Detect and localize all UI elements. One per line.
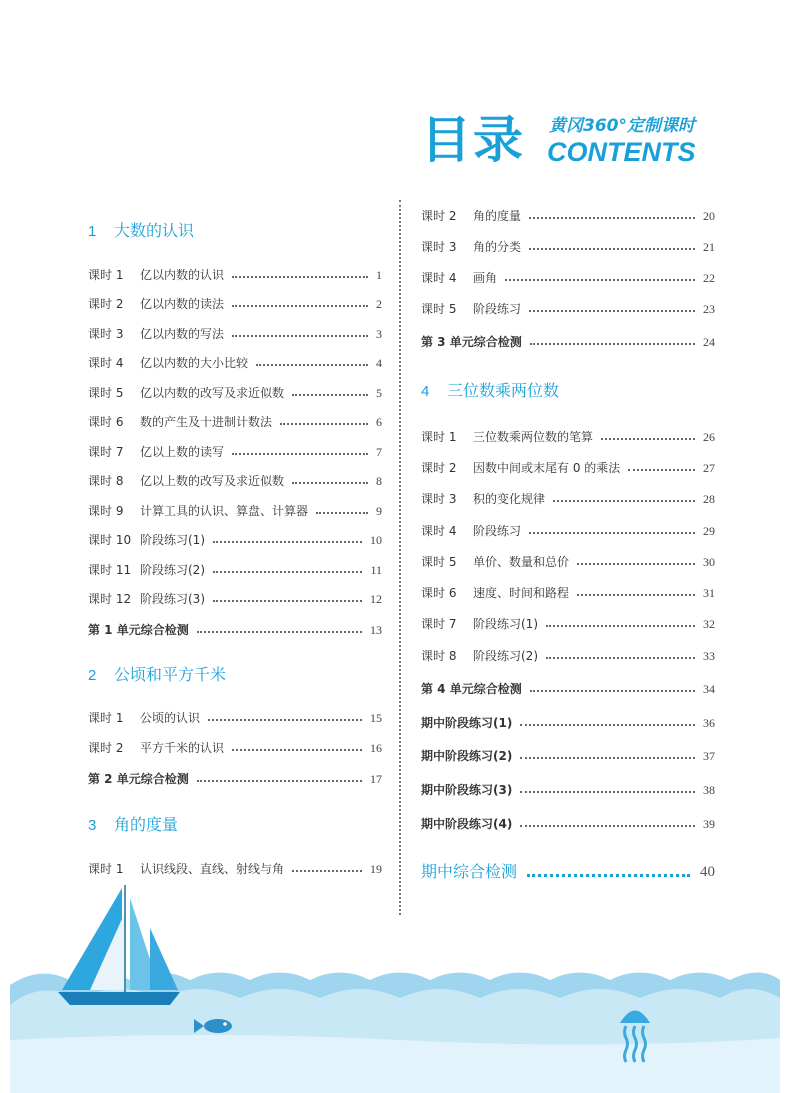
toc-entry[interactable]: 课时 2 平方千米的认识 16	[88, 741, 382, 755]
page-title: 目录	[421, 111, 525, 169]
toc-entry[interactable]: 课时 12 阶段练习(3) 12	[88, 592, 382, 606]
toc-entry[interactable]: 课时 8 亿以上数的改写及求近似数 8	[88, 474, 382, 488]
unit-heading-3[interactable]: 3 角的度量	[88, 815, 179, 834]
toc-entry[interactable]: 课时 6 速度、时间和路程 31	[421, 586, 715, 600]
toc-entry[interactable]: 课时 2 角的度量 20	[421, 209, 715, 223]
toc-entry[interactable]: 课时 10 阶段练习(1) 10	[88, 533, 382, 547]
toc-entry[interactable]: 课时 1 三位数乘两位数的笔算 26	[421, 430, 715, 444]
toc-entry[interactable]: 课时 3 角的分类 21	[421, 240, 715, 254]
sailboat-icon	[58, 885, 180, 1005]
toc-midterm-practice-entry[interactable]: 期中阶段练习(3) 38	[421, 783, 715, 797]
toc-entry[interactable]: 课时 9 计算工具的认识、算盘、计算器 9	[88, 504, 382, 518]
toc-entry[interactable]: 课时 1 认识线段、直线、射线与角 19	[88, 862, 382, 876]
sea-illustration	[0, 880, 800, 1093]
page-subtitle: 黄冈360°定制课时	[549, 116, 695, 136]
deep-water	[10, 1035, 780, 1093]
toc-entry[interactable]: 课时 3 亿以内数的写法 3	[88, 327, 382, 341]
toc-entry[interactable]: 课时 4 画角 22	[421, 271, 715, 285]
toc-midterm-practice-entry[interactable]: 期中阶段练习(1) 36	[421, 716, 715, 730]
toc-unit-test-entry[interactable]: 第 4 单元综合检测 34	[421, 682, 715, 696]
toc-entry[interactable]: 课时 3 积的变化规律 28	[421, 492, 715, 506]
toc-midterm-test-entry[interactable]: 期中综合检测 40	[421, 862, 715, 881]
unit-heading-2[interactable]: 2 公顷和平方千米	[88, 665, 227, 684]
toc-entry[interactable]: 课时 6 数的产生及十进制计数法 6	[88, 415, 382, 429]
toc-entry[interactable]: 课时 5 亿以内数的改写及求近似数 5	[88, 386, 382, 400]
toc-entry[interactable]: 课时 1 公顷的认识 15	[88, 711, 382, 725]
unit-heading-1[interactable]: 1 大数的认识	[88, 221, 195, 240]
page-title-english: CONTENTS	[547, 137, 696, 167]
toc-unit-test-entry[interactable]: 第 1 单元综合检测 13	[88, 623, 382, 637]
toc-entry[interactable]: 课时 7 亿以上数的读写 7	[88, 445, 382, 459]
toc-midterm-practice-entry[interactable]: 期中阶段练习(4) 39	[421, 817, 715, 831]
toc-unit-test-entry[interactable]: 第 3 单元综合检测 24	[421, 335, 715, 349]
toc-entry[interactable]: 课时 7 阶段练习(1) 32	[421, 617, 715, 631]
toc-entry[interactable]: 课时 8 阶段练习(2) 33	[421, 649, 715, 663]
toc-entry[interactable]: 课时 5 单价、数量和总价 30	[421, 555, 715, 569]
toc-entry[interactable]: 课时 11 阶段练习(2) 11	[88, 563, 382, 577]
unit-heading-4[interactable]: 4 三位数乘两位数	[421, 381, 560, 400]
contents-title-block	[421, 112, 721, 172]
toc-entry[interactable]: 课时 5 阶段练习 23	[421, 302, 715, 316]
toc-entry[interactable]: 课时 2 亿以内数的读法 2	[88, 297, 382, 311]
toc-unit-test-entry[interactable]: 第 2 单元综合检测 17	[88, 772, 382, 786]
column-divider	[399, 200, 401, 915]
toc-entry[interactable]: 课时 4 亿以内数的大小比较 4	[88, 356, 382, 370]
toc-midterm-practice-entry[interactable]: 期中阶段练习(2) 37	[421, 749, 715, 763]
toc-entry[interactable]: 课时 2 因数中间或末尾有 0 的乘法 27	[421, 461, 715, 475]
toc-entry[interactable]: 课时 1 亿以内数的认识 1	[88, 268, 382, 282]
toc-entry[interactable]: 课时 4 阶段练习 29	[421, 524, 715, 538]
